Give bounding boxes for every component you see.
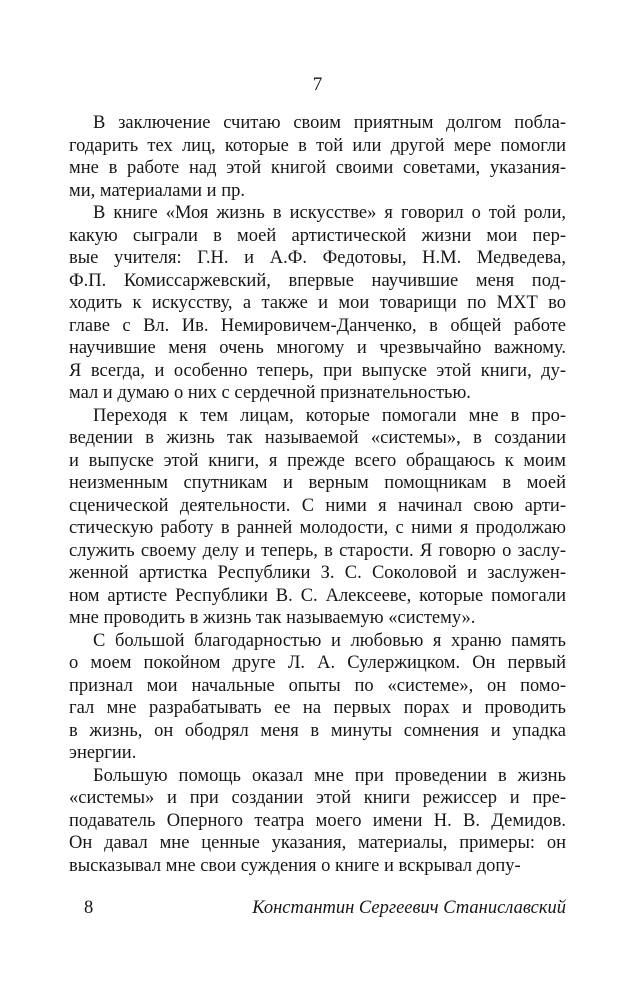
text-line: признал мои начальные опыты по «системе», он помо- — [69, 675, 566, 696]
body-text — [69, 112, 566, 877]
text-line: ходить к искусству, а также и мои товарищи по МХТ во — [69, 293, 566, 313]
text-line: В заключение считаю своим приятным долгом побла- — [93, 113, 566, 133]
text-line: Он давал мне ценные указания, материалы, примеры: он — [69, 833, 566, 853]
text-line: какую сыграли в моей артистической жизни мои пер- — [69, 225, 566, 246]
text-line: гал мне разрабатывать ее на первых порах и проводить — [69, 698, 566, 718]
text-line: вые учителя: Г.Н. и А.Ф. Федотовы, Н.М. Медведева, — [69, 248, 566, 268]
text-line: годарить тех лиц, которые в той или другой мере помогли — [69, 135, 566, 156]
text-line: главе с Вл. Ив. Немировичем-Данченко, в общей работе — [69, 315, 566, 336]
text-line: научившие меня очень многому и чрезвычайно важному. — [69, 338, 566, 358]
text-line: Я всегда, и особенно теперь, при выпуске этой книги, ду- — [69, 360, 566, 381]
text-line: и выпуске этой книги, я прежде всего обращаюсь к моим — [69, 450, 566, 471]
text-line: мне проводить в жизнь так называемую «систему». — [69, 608, 476, 628]
text-line: С большой благодарностью и любовью я храню память — [93, 630, 566, 651]
text-line: «системы» и при создании этой книги режиссер и пре- — [69, 788, 566, 808]
text-line: ми, материалами и пр. — [69, 180, 245, 201]
text-line: о моем покойном друге Л. А. Сулержицком. Он первый — [69, 653, 566, 673]
text-line: неизменным спутникам и верным помощникам в моей — [69, 473, 566, 493]
text-line: ведении в жизнь так называемой «системы», в создании — [69, 428, 566, 448]
text-line: стическую работу в ранней молодости, с ними я продолжаю — [69, 518, 566, 538]
page-footer — [69, 897, 566, 919]
text-line: Большую помощь оказал мне при проведении в жизнь — [93, 765, 566, 786]
text-line: подаватель Оперного театра моего имени Н. В. Демидов. — [69, 810, 566, 831]
text-line: Переходя к тем лицам, которые помогали мне в про- — [93, 405, 566, 426]
text-line: Ф.П. Комиссаржевский, впервые научившие меня под- — [69, 270, 566, 291]
text-line: высказывал мне свои суждения о книге и вскрывал допу- — [69, 855, 521, 876]
text-line: В книге «Моя жизнь в искусстве» я говорил о той роли, — [93, 203, 566, 223]
text-line: мал и думаю о них с сердечной признательностью. — [69, 383, 471, 403]
text-line: женной артистка Республики З. С. Соколовой и заслужен- — [69, 563, 566, 583]
text-line: ном артисте Республики В. С. Алексееве, которые помогали — [69, 585, 566, 606]
text-line: в жизнь, он ободрял меня в минуты сомнения и упадка — [69, 720, 566, 741]
header-page-number: 7 — [312, 74, 323, 95]
text-line: энергии. — [69, 743, 137, 763]
text-line: мне в работе над этой книгой своими советами, указания- — [69, 158, 566, 178]
text-line: служить своему делу и теперь, в старости. Я говорю о заслу- — [69, 540, 566, 561]
footer-page-number: 8 — [84, 898, 94, 918]
text-line: сценической деятельности. С ними я начинал свою арти- — [69, 495, 566, 516]
footer-running-title: Константин Сергеевич Станиславский — [252, 898, 566, 918]
